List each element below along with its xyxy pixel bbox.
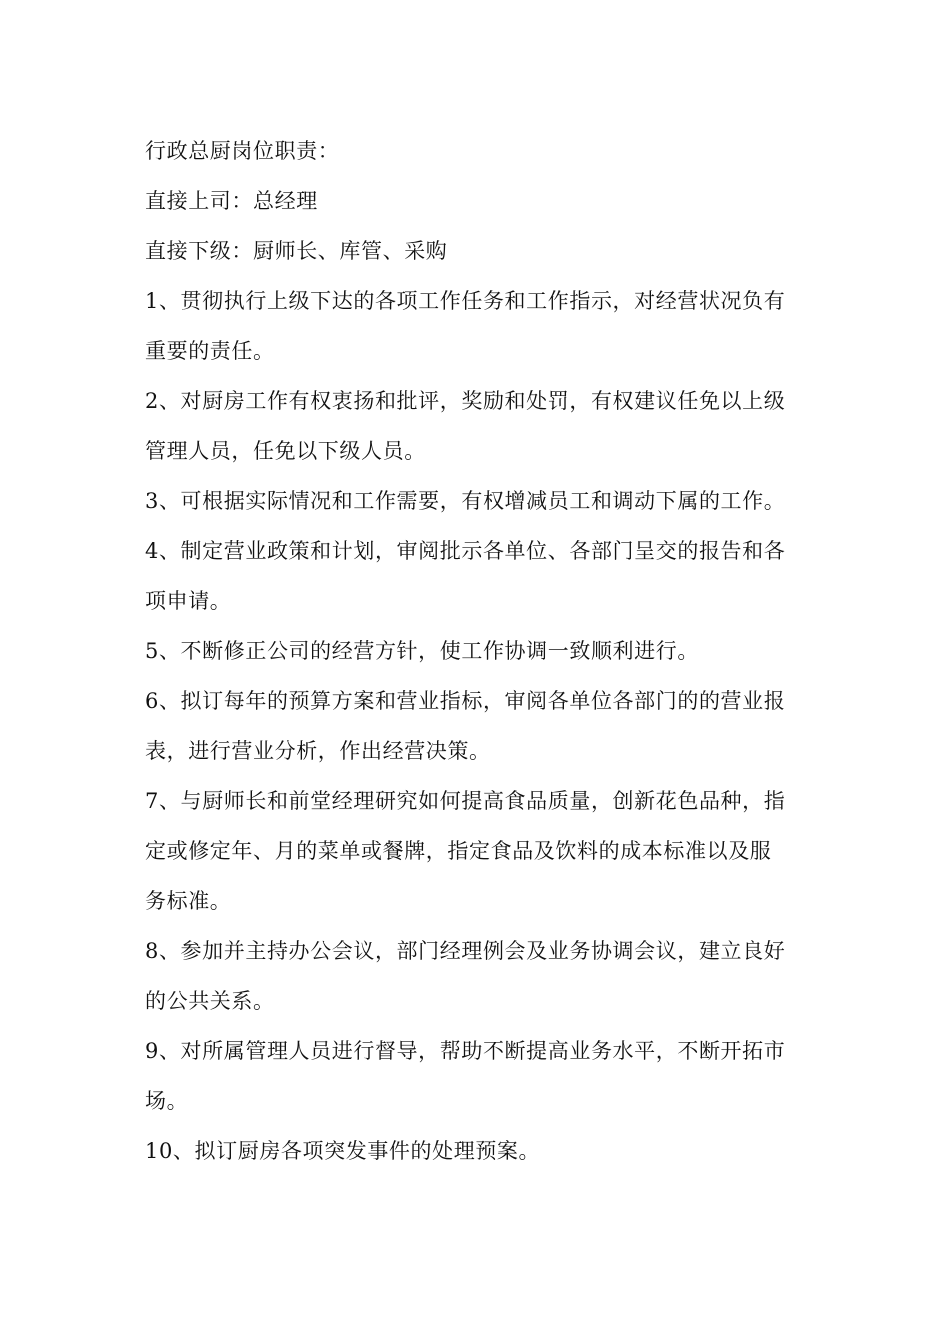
duty-line: 7、与厨师长和前堂经理研究如何提高食品质量，创新花色品种，指 [145, 789, 786, 813]
duty-line: 项申请。 [145, 589, 232, 613]
duty-line: 3、可根据实际情况和工作需要，有权增减员工和调动下属的工作。 [145, 489, 786, 513]
duty-line: 场。 [145, 1089, 189, 1113]
duty-line: 重要的责任。 [145, 339, 275, 363]
duty-line: 定或修定年、月的菜单或餐牌，指定食品及饮料的成本标准以及服 [145, 839, 772, 863]
duty-line: 8、参加并主持办公会议，部门经理例会及业务协调会议，建立良好 [145, 939, 786, 963]
duty-line: 10、拟订厨房各项突发事件的处理预案。 [145, 1139, 541, 1163]
duty-line: 4、制定营业政策和计划，审阅批示各单位、各部门呈交的报告和各 [145, 539, 786, 563]
document-title: 行政总厨岗位职责： [145, 139, 340, 163]
duty-line: 务标准。 [145, 889, 232, 913]
duty-line: 5、不断修正公司的经营方针，使工作协调一致顺利进行。 [145, 639, 699, 663]
duty-line: 9、对所属管理人员进行督导，帮助不断提高业务水平，不断开拓市 [145, 1039, 786, 1063]
duty-line: 2、对厨房工作有权衷扬和批评，奖励和处罚，有权建议任免以上级 [145, 389, 786, 413]
document-body [145, 126, 811, 1176]
duty-line: 表，进行营业分析，作出经营决策。 [145, 739, 491, 763]
subordinates-line: 直接下级：厨师长、库管、采购 [145, 239, 448, 263]
duty-line: 管理人员，任免以下级人员。 [145, 439, 426, 463]
supervisor-line: 直接上司：总经理 [145, 189, 318, 213]
duty-line: 1、贯彻执行上级下达的各项工作任务和工作指示，对经营状况负有 [145, 289, 786, 313]
duty-line: 6、拟订每年的预算方案和营业指标，审阅各单位各部门的的营业报 [145, 689, 786, 713]
duty-line: 的公共关系。 [145, 989, 275, 1013]
